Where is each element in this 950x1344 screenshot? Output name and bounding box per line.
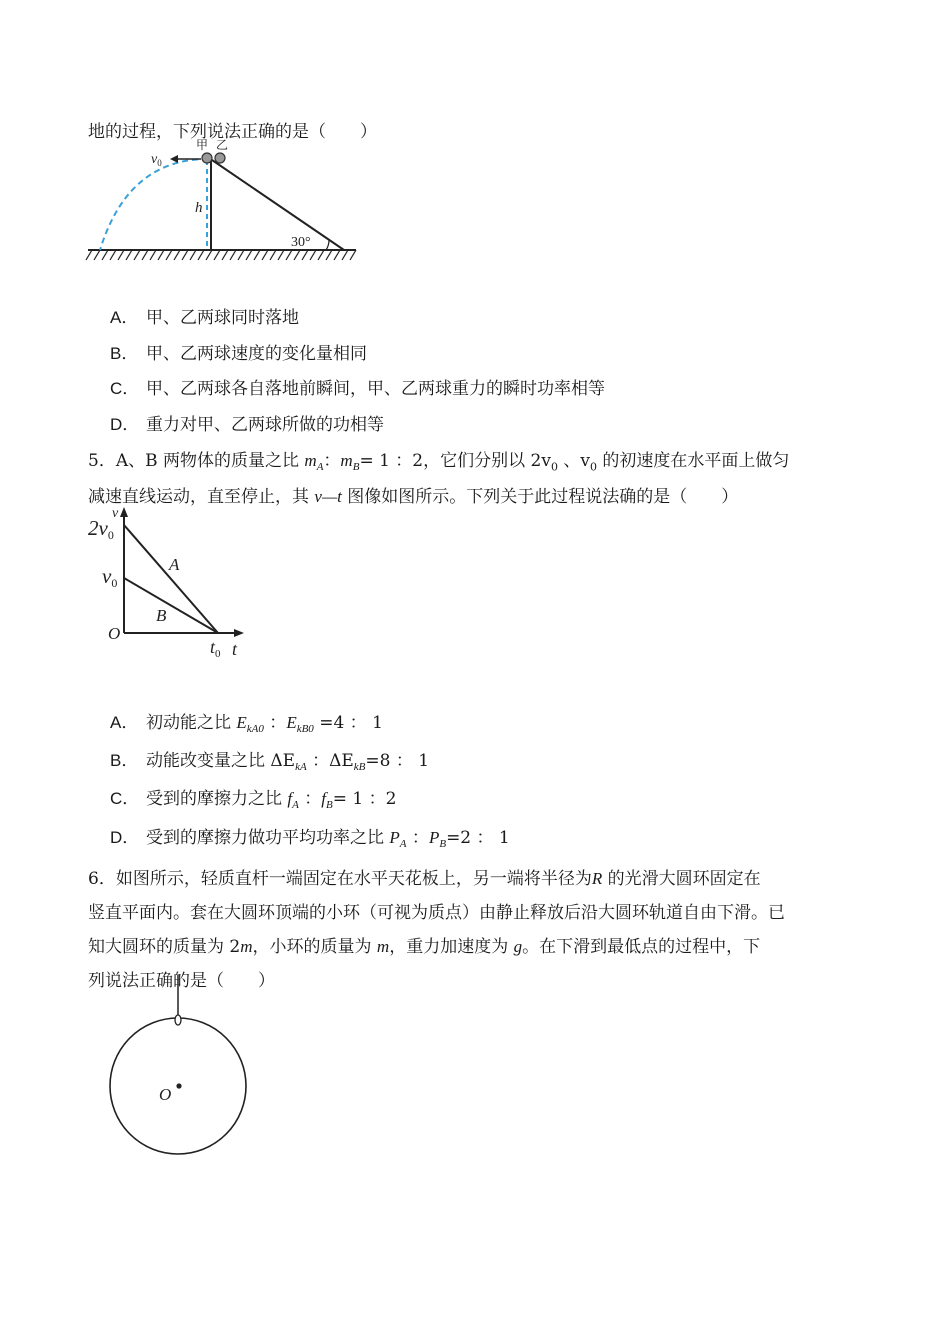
q6-stem-line2: 竖直平面内。套在大圆环顶端的小环（可视为质点）由静止释放后沿大圆环轨道自由下滑。已 xyxy=(88,903,785,923)
q6-stem-line4: 列说法正确的是（ ） xyxy=(88,971,275,991)
v-axis-arrowhead xyxy=(120,507,128,517)
h-label: h xyxy=(195,200,203,216)
q4-option-d: D． 重力对甲、乙两球所做的功相等 xyxy=(110,415,384,435)
tick-2v0: 2v0 xyxy=(88,516,114,542)
origin-label: O xyxy=(108,624,121,643)
q5-stem-line2: 减速直线运动，直至停止，其 v—t 图像如图所示。下列关于此过程说法确的是（ ） xyxy=(88,487,739,507)
angle-label: 30° xyxy=(291,235,311,250)
v0-label: v xyxy=(151,152,158,167)
q5-option-b: B． 动能改变量之比 $\Delta E_{kA}$ ：$\Delta E_{kB}=8$ ： 1 xyxy=(110,751,430,774)
tick-t0: $t_0$ xyxy=(210,637,221,660)
q4-option-c: C． 甲、乙两球各自落地前瞬间，甲、乙两球重力的瞬时功率相等 xyxy=(110,379,605,399)
q6-ring-figure xyxy=(100,975,260,1160)
tick-v0: v0 xyxy=(102,564,118,590)
q5-vt-graph xyxy=(88,505,258,665)
center-dot xyxy=(176,1083,181,1088)
velocity-arrowhead xyxy=(170,155,178,163)
q4-option-a: A． 甲、乙两球同时落地 xyxy=(110,308,299,328)
v-axis-label: v xyxy=(112,506,119,521)
q5-option-a: A． 初动能之比 $E_{kA0}$ ：$E_{kB0} =4$ ： 1 xyxy=(110,713,383,736)
v0-sub: 0 xyxy=(157,158,162,168)
line-a xyxy=(124,525,218,633)
q6-stem-line1: 6．如图所示，轻质直杆一端固定在水平天花板上，另一端将半径为R 的光滑大圆环固定在 xyxy=(88,869,761,889)
q4-figure xyxy=(88,140,368,265)
t-axis-arrowhead xyxy=(234,629,244,637)
small-ring xyxy=(175,1015,181,1025)
q5-option-d: D． 受到的摩擦力做功平均功率之比 $P_A$ ：$P_B=2$ ： 1 xyxy=(110,828,510,851)
q5-stem-line1: 5．A、B 两物体的质量之比 $m_A$：$m_B= 1$ ：2，它们分别以 $2v_0$ 、$v_0$ 的初速度在水平面上做匀 xyxy=(88,451,790,474)
ground-hatching xyxy=(86,250,356,260)
q4-option-b: B． 甲、乙两球速度的变化量相同 xyxy=(110,344,367,364)
label-yi: 乙 xyxy=(216,138,229,152)
angle-arc xyxy=(326,240,329,250)
line-b xyxy=(124,578,218,633)
label-b: B xyxy=(156,606,167,625)
q6-stem-line3: 知大圆环的质量为 2m，小环的质量为 m，重力加速度为 g。在下滑到最低点的过程中，下 xyxy=(88,937,761,957)
q5-option-c: C． 受到的摩擦力之比 $f_A$ ：$f_B= 1$ ：2 xyxy=(110,789,397,812)
ball-yi xyxy=(215,153,225,163)
label-a: A xyxy=(169,555,180,574)
center-label: O xyxy=(159,1085,172,1104)
q4-stem-tail: 地的过程，下列说法正确的是（ ） xyxy=(88,122,377,142)
ball-jia xyxy=(202,153,212,163)
label-jia: 甲 xyxy=(196,138,209,152)
svg-text:v0 xyxy=(151,152,162,168)
projectile-trajectory xyxy=(100,159,208,250)
t-axis-label: t xyxy=(232,639,238,659)
incline-line xyxy=(212,160,344,250)
